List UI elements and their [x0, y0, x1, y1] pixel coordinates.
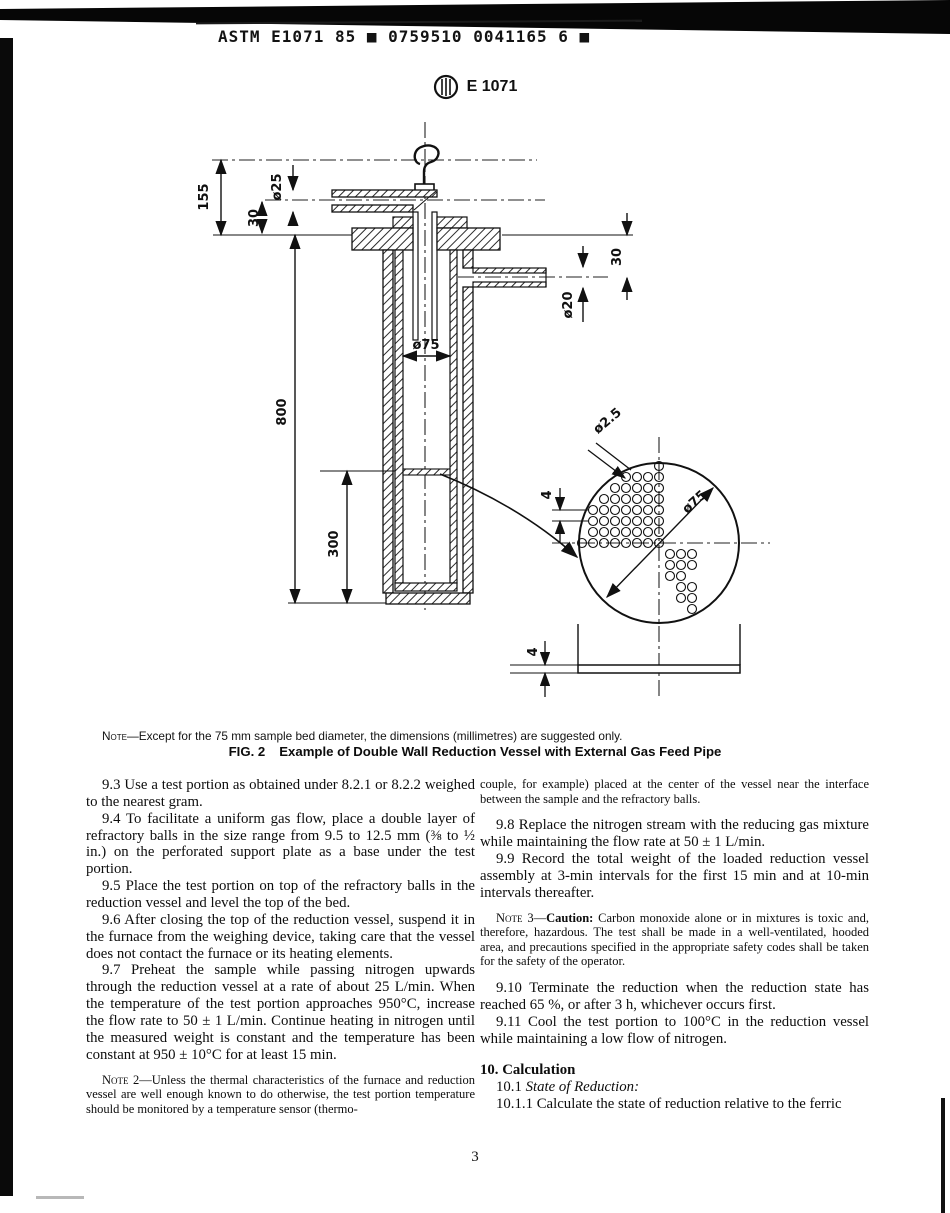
- left-column: [86, 777, 475, 1116]
- note-2-lead: Note 2: [102, 1072, 140, 1087]
- note-3-lead: Note 3—: [496, 910, 547, 925]
- right-column: [480, 777, 869, 1113]
- vessel-walls: [383, 250, 473, 604]
- page-number: 3: [471, 1149, 479, 1165]
- note-2-text: —Unless the thermal characteristics of the furnace and reduction vessel are well enough known to do otherwise, the test portion temperature should be monitored by a temperature sensor (thermo-: [86, 1072, 475, 1116]
- paragraph-9-7: 9.7 Preheat the sample while passing nitrogen upwards through the reduction vessel at a rate of about 25 L/min. When the temperature of the test portion approaches 950°C, increase the flow rate to 50 ± 1 L/min. Continue heating in nitrogen until the measured weight is constant and the temperature has been constant at 950 ± 10°C for at least 15 min.: [86, 962, 475, 1063]
- paragraph-9-8: 9.8 Replace the nitrogen stream with the reducing gas mixture while maintaining the flow rate at 50 ± 1 L/min.: [480, 817, 869, 851]
- figure-note-text: —Except for the 75 mm sample bed diameter, the dimensions (millimetres) are suggested only.: [126, 729, 623, 743]
- dim-hole-pitch: 4: [540, 490, 555, 500]
- dim-hole-dia: ø2.5: [590, 405, 625, 438]
- dim-bed-height: 300: [327, 530, 342, 558]
- paragraph-10-1: [480, 1079, 869, 1096]
- figure-caption: [0, 744, 950, 759]
- scan-code-text: ASTM E1071 85 ■ 0759510 0041165 6 ■: [218, 27, 591, 46]
- dim-plate-dia: ø75: [679, 487, 710, 518]
- note-3: [480, 911, 869, 970]
- gas-outlet-pipe: [473, 268, 546, 287]
- paragraph-9-10: 9.10 Terminate the reduction when the reduction state has reached 65 %, or after 3 h, whichever occurs first.: [480, 980, 869, 1013]
- dim-inlet-offset: 30: [247, 208, 262, 228]
- vessel-top-flange: [352, 217, 500, 250]
- standard-reference: [0, 74, 950, 105]
- note-2: [86, 1073, 475, 1117]
- paragraph-9-11: 9.11 Cool the test portion to 100°C in the reduction vessel while maintaining a low flow of nitrogen.: [480, 1013, 869, 1047]
- paragraph-9-9: 9.9 Record the total weight of the loaded reduction vessel assembly at 3-min intervals for the first 15 min and at 10-min intervals thereafter.: [480, 850, 869, 901]
- dim-outlet-dia: ø20: [561, 291, 576, 319]
- note-3-caution: Caution:: [546, 910, 594, 925]
- dim-suspension-height: 155: [197, 183, 212, 211]
- astm-logo-icon: [433, 74, 459, 100]
- figure-caption-title: Example of Double Wall Reduction Vessel with External Gas Feed Pipe: [279, 744, 722, 759]
- paragraph-10-1-number: 10.1: [496, 1079, 526, 1096]
- perforated-plate-section: [403, 469, 450, 475]
- dim-flange-to-outlet: 30: [610, 247, 625, 267]
- paragraph-9-3: 9.3 Use a test portion as obtained under 8.2.1 or 8.2.2 weighed to the nearest gram.: [86, 777, 475, 810]
- figure-note-lead: Note: [102, 729, 127, 743]
- suspension-hook: [415, 146, 439, 194]
- detail-leader: [440, 474, 577, 557]
- figure-2-drawing: [0, 105, 950, 730]
- plate-side-view: [510, 624, 740, 697]
- paragraph-9-6: 9.6 After closing the top of the reduction vessel, suspend it in the furnace from the weighing device, taking care that the vessel does not contact the furnace or its heating elements.: [86, 911, 475, 962]
- dim-vessel-height: 800: [275, 398, 290, 426]
- paragraph-9-5: 9.5 Place the test portion on top of the refractory balls in the reduction vessel and level the top of the bed.: [86, 878, 475, 912]
- note-3-text: Carbon monoxide alone or in mixtures is toxic and, therefore, hazardous. The test shall be made in a well-ventilated, hooded area, and precautions specified in the appropriate safety codes shall be taken for the safety of the operator.: [480, 910, 869, 969]
- paragraph-9-4: 9.4 To facilitate a uniform gas flow, place a double layer of refractory balls in the size range from 9.5 to 12.5 mm (⅜ to ½ in.) on the perforated support plate as a base under the test portion.: [86, 810, 475, 878]
- paragraph-10-1-title: State of Reduction:: [525, 1079, 640, 1096]
- dim-vessel-inner-dia: ø75: [412, 338, 440, 353]
- plate-detail-view: [552, 443, 739, 623]
- section-10-heading: 10. Calculation: [480, 1062, 576, 1079]
- note-2-continuation: couple, for example) placed at the center of the vessel near the interface between the sample and the refractory balls.: [480, 777, 869, 806]
- figure-note: [102, 729, 902, 743]
- dim-plate-thickness: 4: [526, 647, 541, 657]
- standard-number: E 1071: [466, 78, 518, 95]
- figure-caption-label: FIG. 2: [228, 744, 266, 759]
- paragraph-10-1-1: 10.1.1 Calculate the state of reduction relative to the ferric: [496, 1096, 842, 1113]
- dim-inlet-dia: ø25: [270, 173, 285, 201]
- dimension-lines: [213, 160, 633, 603]
- scan-speckle: [36, 1196, 84, 1199]
